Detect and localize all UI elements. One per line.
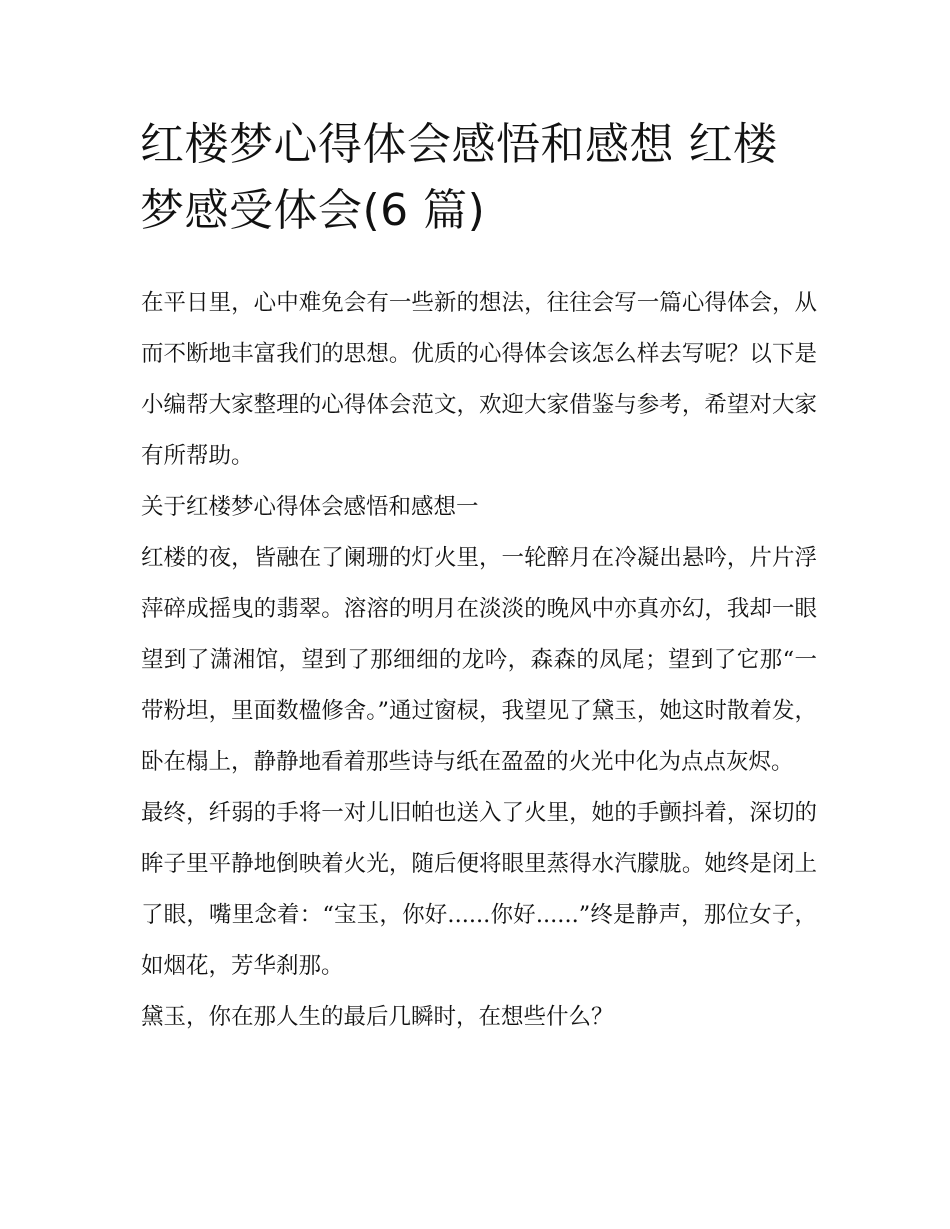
body-paragraph: 黛玉，你在那人生的最后几瞬时，在想些什么？ xyxy=(141,1004,614,1030)
section-heading: 关于红楼梦心得体会感悟和感想一 xyxy=(141,494,479,520)
document-title: 红楼梦心得体会感悟和感想 红楼梦感受体会(6 篇) xyxy=(140,119,778,236)
body-paragraph: 最终，纤弱的手将一对儿旧帕也送入了火里，她的手颤抖着，深切的眸子里平静地倒映着火光，随后便将眼里蒸得水汽朦胧。她终是闭上了眼，嘴里念着：“宝玉，你好......你好......”终是静声，那位女子，如烟花，芳华刹那。 xyxy=(141,800,817,979)
body-paragraph: 红楼的夜，皆融在了阑珊的灯火里，一轮醉月在冷凝出悬吟，片片浮萍碎成摇曳的翡翠。溶溶的明月在淡淡的晚风中亦真亦幻，我却一眼望到了潇湘馆，望到了那细细的龙吟，森森的凤尾；望到了它那“一带粉坦，里面数楹修舍。”通过窗棂，我望见了黛玉，她这时散着发，卧在榻上，静静地看着那些诗与纸在盈盈的火光中化为点点灰烬。 xyxy=(141,545,817,775)
intro-paragraph: 在平日里，心中难免会有一些新的想法，往往会写一篇心得体会，从而不断地丰富我们的思想。优质的心得体会该怎么样去写呢？以下是小编帮大家整理的心得体会范文，欢迎大家借鉴与参考，希望对大家有所帮助。 xyxy=(141,290,817,469)
document-body xyxy=(141,278,817,1043)
